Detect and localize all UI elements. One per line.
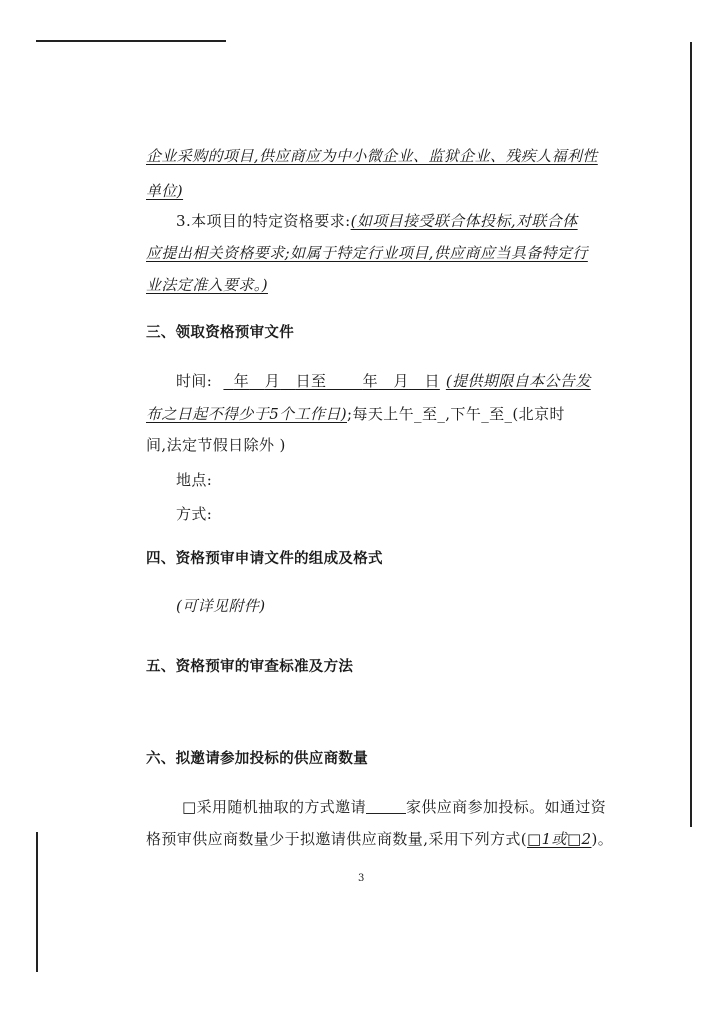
section-heading-4: 四、资格预审申请文件的组成及格式 [146,551,383,567]
quantity-text: 家供应商参加投标。如通过资 [405,798,607,816]
scan-edge-top [36,40,226,42]
special-requirements-label: 3.本项目的特定资格要求: [176,212,351,230]
text-line-5: 业法定准入要求。) [146,276,268,294]
section-heading-6: 六、拟邀请参加投标的供应商数量 [146,751,368,767]
text-line-1: 企业采购的项目,供应商应为中小微企业、监狱企业、残疾人福利性 [146,147,598,165]
fallback-text: 格预审供应商数量少于拟邀请供应商数量,采用下列方式( [146,830,528,848]
quantity-line-2 [146,829,613,849]
time-line [176,371,591,391]
time-limit-note-2: 布之日起不得少于5个工作日) [146,405,347,423]
section-heading-5: 五、资格预审的审查标准及方法 [146,659,354,675]
time-line-2 [146,404,565,424]
text-line-3 [176,211,578,231]
time-line-3: 间,法定节假日除外 ) [146,436,286,454]
quantity-line-1 [182,797,606,817]
supplier-count-blank [366,799,406,814]
scan-edge-right [690,42,692,827]
method-label: 方式: [176,505,213,523]
section-heading-3: 三、领取资格预审文件 [146,325,294,341]
scan-edge-left [36,832,38,972]
text-line-2: 单位) [146,182,184,200]
daily-hours: ;每天上午_至_,下午_至_(北京时 [347,405,565,423]
fallback-close: )。 [591,830,614,848]
time-blank-year-1: 年 月 日至 年 月 日 [233,372,440,390]
random-selection-option: □采用随机抽取的方式邀请 [182,798,366,816]
text-line-4: 应提出相关资格要求;如属于特定行业项目,供应商应当具备特定行 [146,244,588,262]
time-label: 时间: [176,372,213,390]
special-requirements-note: (如项目接受联合体投标,对联合体 [350,212,578,230]
time-limit-note: (提供期限自本公告发 [445,372,591,390]
fallback-options: □1或□2 [527,830,592,848]
see-attachment-note: (可详见附件) [176,597,266,615]
page-number: 3 [358,873,365,884]
place-label: 地点: [176,471,213,489]
